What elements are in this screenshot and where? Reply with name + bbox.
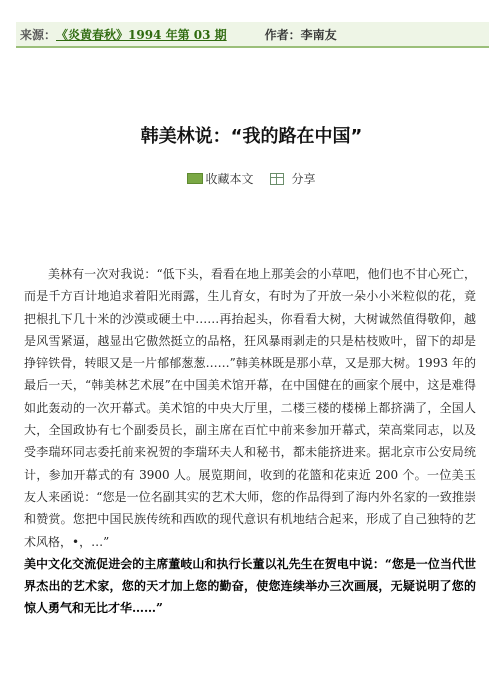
source-link[interactable]: 《炎黄春秋》1994 年第 03 期 (56, 27, 227, 42)
bookmark-icon (187, 173, 203, 184)
favorite-label: 收藏本文 (205, 172, 254, 186)
article-body (24, 263, 476, 620)
author-name: 李南友 (300, 27, 337, 42)
source-bar (16, 22, 489, 48)
share-icon (270, 173, 284, 185)
source-label: 来源： (20, 27, 57, 42)
article-paragraph-bold: 美中文化交流促进会的主席董岐山和执行长董以礼先生在贺电中说：“您是一位当代世界杰出的艺术家，您的天才加上您的勤奋，使您连续举办三次画展，无疑说明了您的惊人勇气和无比才华……” (24, 556, 476, 616)
share-label: 分享 (291, 172, 316, 186)
article-actions (0, 170, 503, 187)
author-label: 作者： (264, 27, 301, 42)
share-button[interactable] (270, 170, 316, 187)
article-title: 韩美林说：“我的路在中国” (140, 126, 363, 147)
article-paragraph: 美林有一次对我说：“低下头，看看在地上那美会的小草吧，他们也不甘心死亡，而是千方百计地追求着阳光雨露，生儿育女，有时为了开放一朵小小米粒似的花，竟把根扎下几十米的沙漠或硬土中……再抬起头，你看看大树，大树诚然值得敬仰，越是风雪紧逼，越显出它傲然挺立的品格，狂风暴雨剥走的只是枯枝败叶，留下的却是挣锌铁骨，转眼又是一片郁郁葱葱……”韩美林既是那小草，又是那大树。1993 年的最后一天，“韩美林艺术展”在中国美术馆开幕，在中国健在的画家个展中，这是难得如此轰动的一次开幕式。美术馆的中央大厅里，二楼三楼的楼梯上都挤满了，全国人大，全国政协有七个副委员长，副主席在百忙中前来参加开幕式，荣高棠同志，以及受李瑞环同志委托前来祝贺的李瑞环夫人和秘书，都未能挤进来。据北京市公安局统计，参加开幕式的有 3900 人。展览期间，收到的花篮和花束近 200 个。一位美玉友人来函说：“您是一位名副其实的艺术大师，您的作品得到了海内外名家的一致推崇和赞赏。您把中国民族传统和西欧的现代意识有机地结合起来，形成了自己独特的艺术风格，•，…” (24, 267, 476, 549)
favorite-button[interactable] (187, 170, 253, 187)
